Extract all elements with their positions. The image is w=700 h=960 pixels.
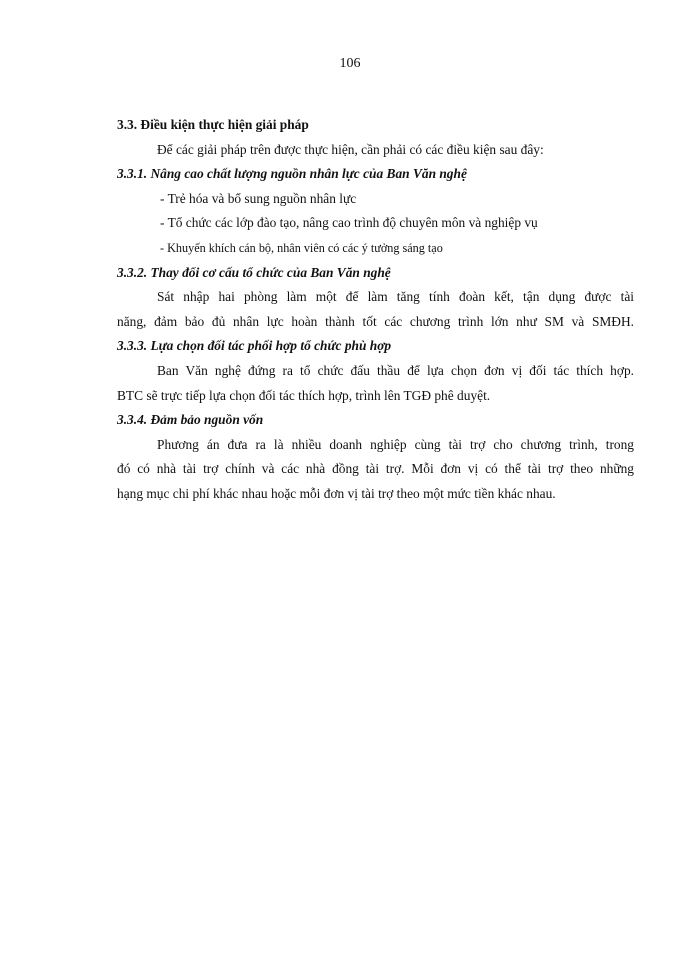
subsection-heading-3-3-4: 3.3.4. Đảm bảo nguồn vốn: [117, 412, 264, 428]
section-intro: Để các giải pháp trên được thực hiện, cần phải có các điều kiện sau đây:: [157, 141, 544, 157]
bullet-item: - Tổ chức các lớp đào tạo, nâng cao trình độ chuyên môn và nghiệp vụ: [160, 215, 538, 231]
section-heading: 3.3. Điều kiện thực hiện giải pháp: [117, 117, 309, 132]
bullet-item: - Trẻ hóa và bổ sung nguồn nhân lực: [160, 190, 357, 206]
paragraph-line: Phương án đưa ra là nhiều doanh nghiệp cùng tài trợ cho chương trình, trong: [157, 436, 634, 452]
subsection-heading-3-3-1: 3.3.1. Nâng cao chất lượng nguồn nhân lực của Ban Văn nghệ: [117, 166, 467, 182]
paragraph-line: BTC sẽ trực tiếp lựa chọn đối tác thích hợp, trình lên TGĐ phê duyệt.: [117, 387, 491, 403]
paragraph-line: đó có nhà tài trợ chính và các nhà đồng tài trợ. Mỗi đơn vị có thể tài trợ theo những: [117, 461, 634, 477]
paragraph-line: Ban Văn nghệ đứng ra tổ chức đấu thầu để lựa chọn đơn vị đối tác thích hợp.: [157, 362, 634, 378]
paragraph-line: năng, đảm bảo đủ nhân lực hoàn thành tốt các chương trình lớn như SM và SMĐH.: [117, 313, 634, 329]
subsection-heading-3-3-2: 3.3.2. Thay đổi cơ cấu tổ chức của Ban Văn nghệ: [117, 264, 391, 280]
bullet-item: - Khuyến khích cán bộ, nhân viên có các ý tưởng sáng tạo: [160, 240, 443, 255]
document-body: [117, 113, 634, 507]
paragraph-line: hạng mục chi phí khác nhau hoặc mỗi đơn vị tài trợ theo một mức tiền khác nhau.: [117, 485, 556, 501]
page-number: 106: [339, 56, 361, 71]
paragraph-line: Sát nhập hai phòng làm một để làm tăng tính đoàn kết, tận dụng được tài: [157, 289, 634, 305]
subsection-heading-3-3-3: 3.3.3. Lựa chọn đối tác phối hợp tổ chức phù hợp: [117, 338, 392, 354]
